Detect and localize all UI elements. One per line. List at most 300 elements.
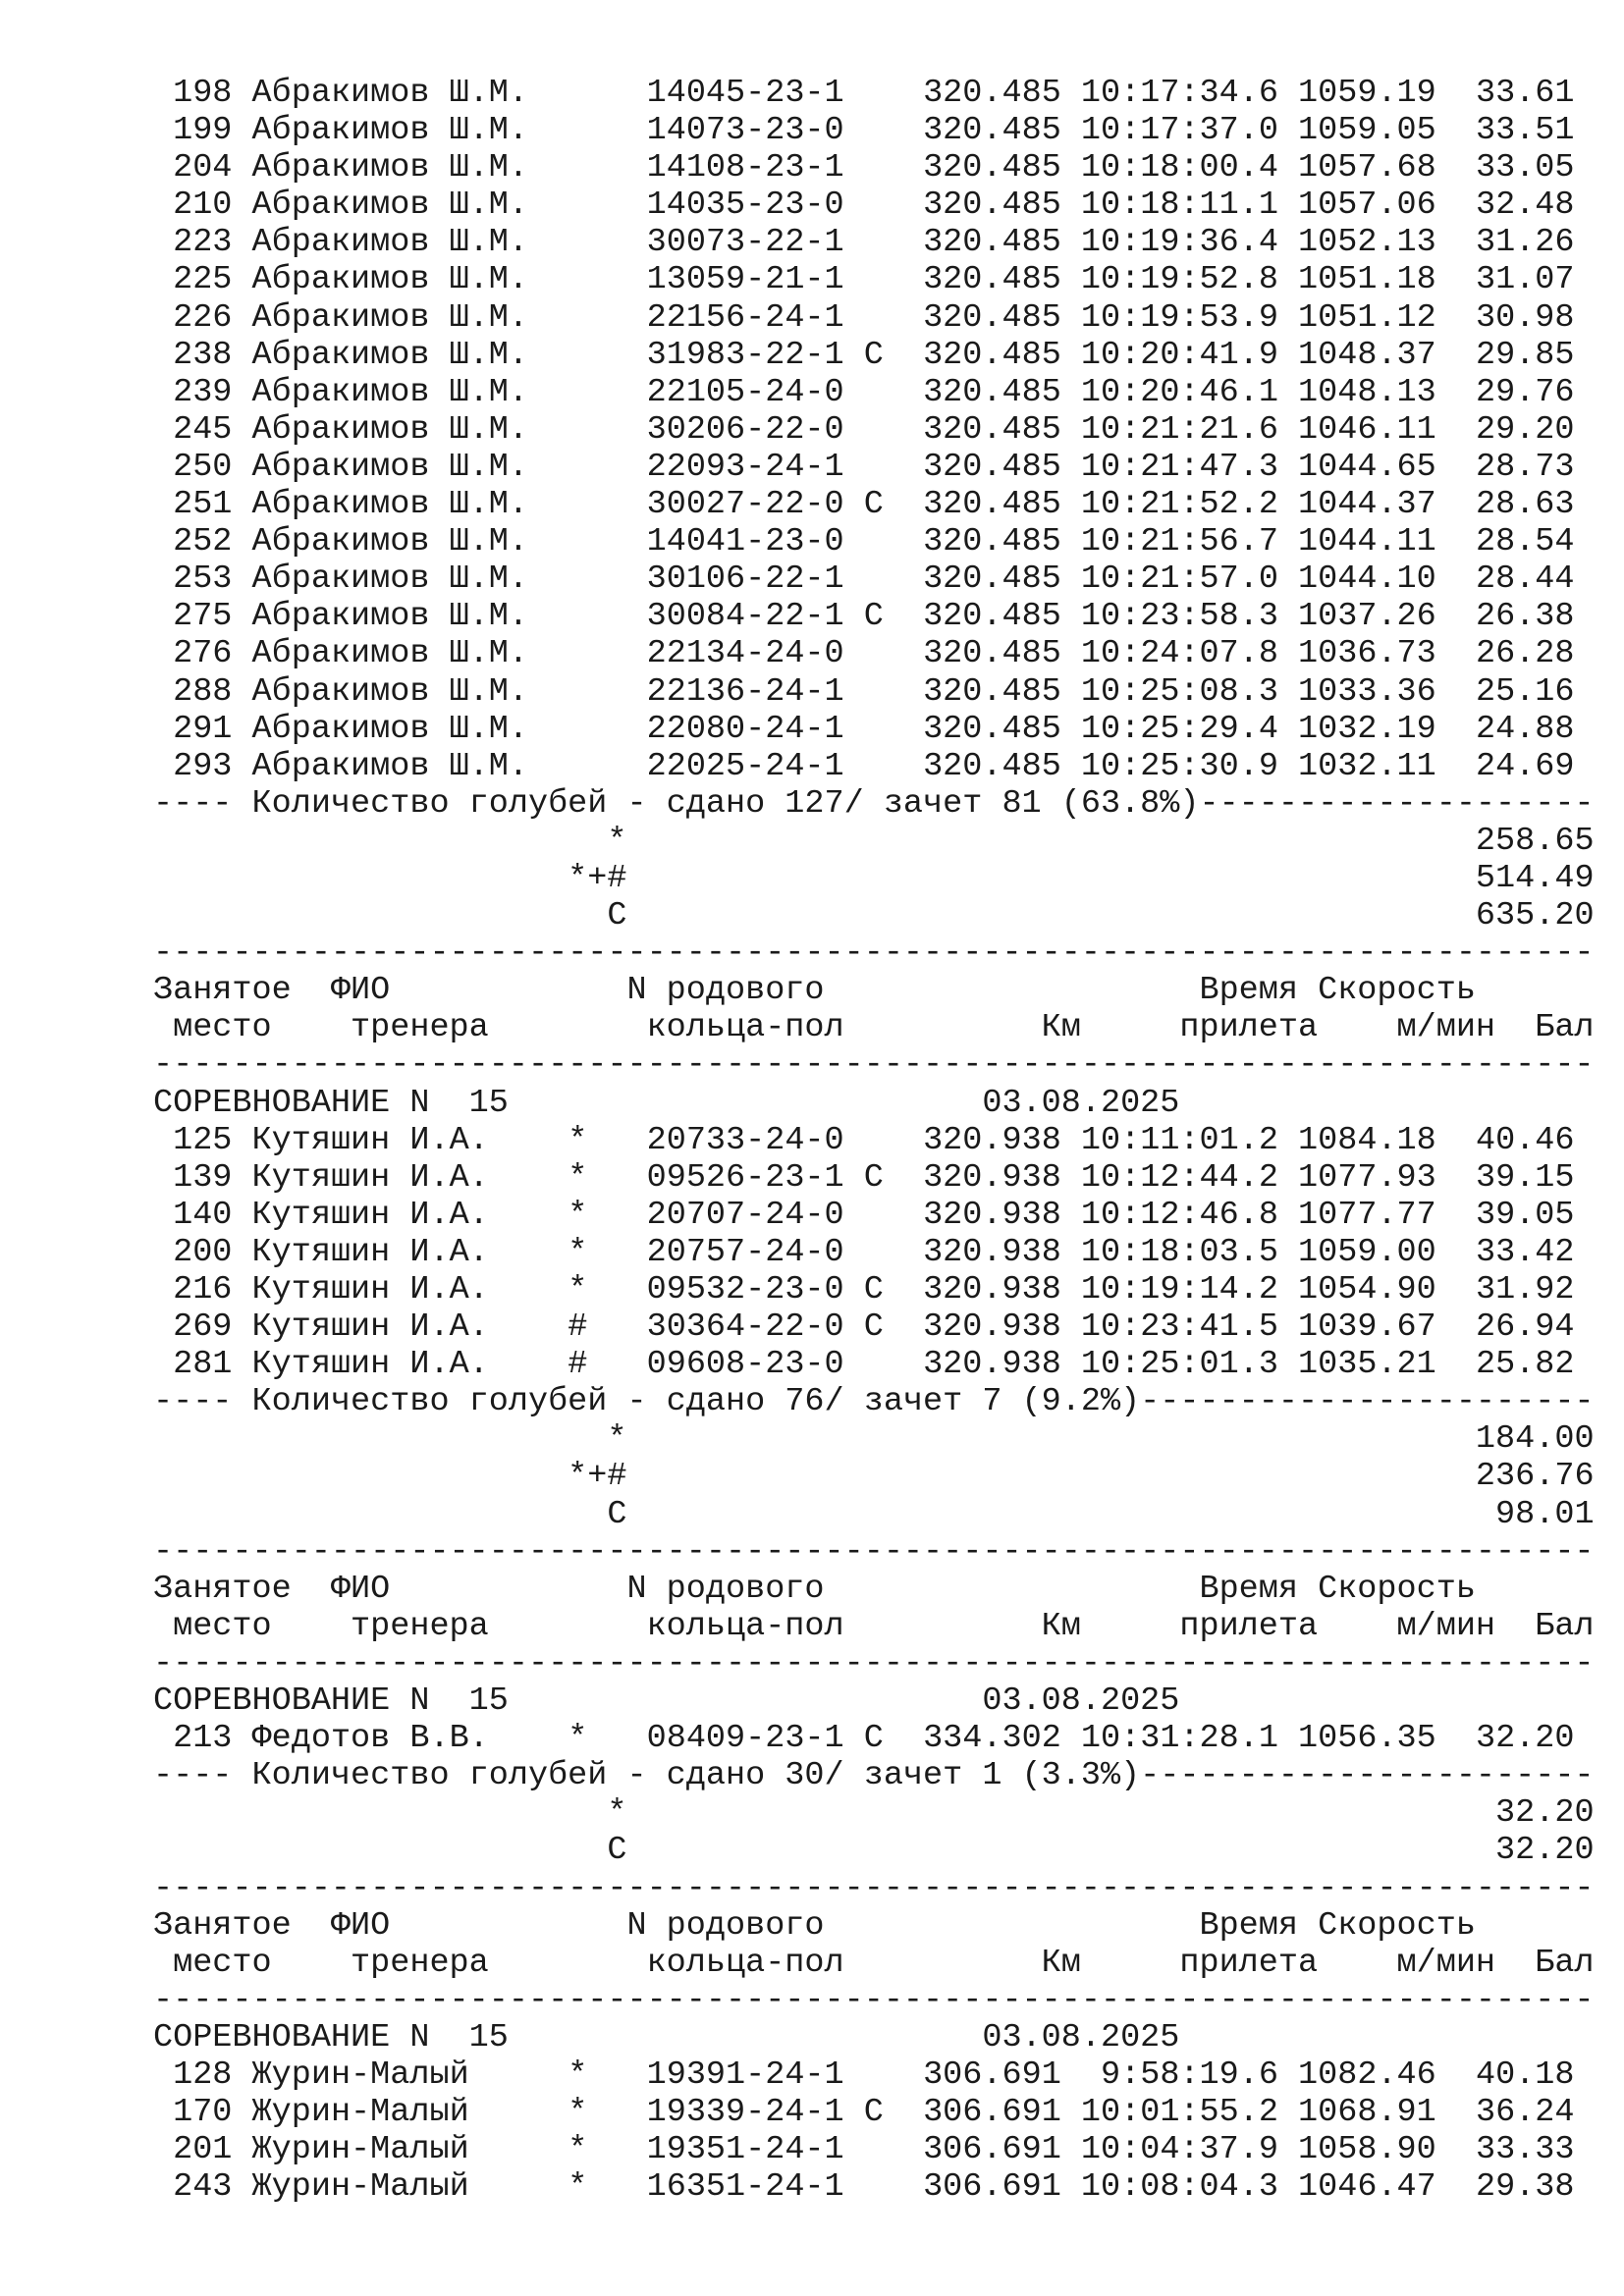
place: 170 — [153, 2094, 252, 2132]
ring-number: 16351-24-1 — [646, 2168, 844, 2207]
result-row — [153, 748, 1587, 785]
speed: 1068.91 — [1277, 2094, 1436, 2132]
trainer-name: Абракимов Ш.М. — [251, 598, 568, 636]
place: 245 — [153, 410, 252, 449]
ring-number: 30084-22-1 — [646, 598, 844, 636]
trainer-name: Кутяшин И.А. — [251, 1271, 568, 1308]
total-label: C — [153, 1832, 627, 1870]
place: 199 — [153, 112, 252, 150]
trainer-name: Федотов В.В. — [251, 1720, 568, 1758]
place: 293 — [153, 747, 252, 785]
distance-km: 320.485 — [902, 373, 1061, 411]
result-row — [153, 149, 1587, 187]
speed: 1044.65 — [1277, 448, 1436, 486]
arrival-time: 10:17:34.6 — [1060, 75, 1278, 112]
speed: 1037.26 — [1277, 598, 1436, 636]
score: 31.07 — [1435, 261, 1575, 299]
result-row — [153, 411, 1587, 449]
mark — [568, 261, 646, 298]
score: 28.63 — [1435, 486, 1575, 524]
speed: 1082.46 — [1277, 2056, 1436, 2094]
place: 239 — [153, 373, 252, 411]
speed: 1046.11 — [1277, 410, 1436, 449]
divider: ------------------------------------------------------------------------- — [153, 1644, 1595, 1682]
ring-flag — [844, 1346, 903, 1383]
speed: 1056.35 — [1277, 1720, 1436, 1758]
trainer-name: Кутяшин И.А. — [251, 1121, 568, 1159]
arrival-time: 10:18:03.5 — [1060, 1233, 1278, 1271]
speed: 1035.21 — [1277, 1346, 1436, 1384]
score: 25.16 — [1435, 672, 1575, 711]
score: 31.92 — [1435, 1271, 1575, 1308]
ring-number: 30206-22-0 — [646, 410, 844, 449]
competition-title: СОРЕВНОВАНИЕ N 15 — [153, 1682, 983, 1721]
mark: * — [568, 1158, 647, 1197]
mark — [568, 635, 646, 672]
place: 210 — [153, 187, 252, 225]
result-row — [153, 673, 1587, 711]
ring-flag — [844, 1122, 903, 1159]
distance-km: 320.485 — [902, 410, 1061, 449]
place: 276 — [153, 635, 252, 673]
distance-km: 320.938 — [902, 1121, 1061, 1159]
trainer-name: Кутяшин И.А. — [251, 1196, 568, 1234]
result-row — [153, 261, 1587, 298]
arrival-time: 10:18:11.1 — [1060, 187, 1278, 225]
place: 250 — [153, 448, 252, 486]
ring-number: 08409-23-1 — [646, 1720, 844, 1758]
ring-flag — [844, 2056, 903, 2094]
ring-number: 20733-24-0 — [646, 1121, 844, 1159]
distance-km: 320.938 — [902, 1233, 1061, 1271]
speed: 1059.00 — [1277, 1233, 1436, 1271]
score: 29.76 — [1435, 373, 1575, 411]
divider: ------------------------------------------------------------------------- — [153, 1046, 1595, 1085]
ring-number: 22093-24-1 — [646, 448, 844, 486]
score: 39.15 — [1435, 1158, 1575, 1197]
mark: * — [568, 2131, 647, 2169]
trainer-name: Абракимов Ш.М. — [251, 710, 568, 748]
trainer-name: Абракимов Ш.М. — [251, 486, 568, 524]
ring-flag — [844, 224, 903, 261]
score: 39.05 — [1435, 1196, 1575, 1234]
distance-km: 320.938 — [902, 1346, 1061, 1384]
place: 291 — [153, 710, 252, 748]
result-row — [153, 2168, 1587, 2206]
ring-number: 30073-22-1 — [646, 224, 844, 262]
ring-flag — [844, 449, 903, 486]
divider: ------------------------------------------------------------------------- — [153, 1981, 1595, 2019]
speed: 1077.93 — [1277, 1158, 1436, 1197]
total-label: *+# — [153, 1458, 627, 1496]
mark: * — [568, 2094, 647, 2132]
mark: # — [568, 1308, 647, 1347]
speed: 1036.73 — [1277, 635, 1436, 673]
result-row — [153, 598, 1587, 635]
arrival-time: 10:19:52.8 — [1060, 261, 1278, 299]
summary-line: ---- Количество голубей - сдано 30/ зачет 1 (3.3%)----------------------- — [153, 1757, 1595, 1795]
speed: 1039.67 — [1277, 1308, 1436, 1347]
ring-flag — [844, 711, 903, 748]
distance-km: 320.485 — [902, 598, 1061, 636]
result-row — [153, 711, 1587, 748]
place: 243 — [153, 2168, 252, 2207]
trainer-name: Абракимов Ш.М. — [251, 373, 568, 411]
result-row — [153, 635, 1587, 672]
arrival-time: 10:21:47.3 — [1060, 448, 1278, 486]
mark: * — [568, 1196, 647, 1234]
total-value: 184.00 — [626, 1420, 1595, 1459]
total-row — [153, 859, 1595, 897]
place: 275 — [153, 598, 252, 636]
ring-number: 20707-24-0 — [646, 1196, 844, 1234]
result-row — [153, 486, 1587, 523]
ring-flag — [844, 112, 903, 149]
arrival-time: 10:20:41.9 — [1060, 336, 1278, 374]
ring-flag — [844, 523, 903, 561]
mark: * — [568, 2056, 647, 2094]
mark — [568, 486, 646, 523]
ring-number: 14035-23-0 — [646, 187, 844, 225]
mark — [568, 187, 646, 224]
column-header-line-2: место тренера кольца-пол Км прилета м/мин Бал — [153, 1009, 1595, 1047]
speed: 1048.37 — [1277, 336, 1436, 374]
place: 140 — [153, 1196, 252, 1234]
result-row — [153, 224, 1587, 261]
distance-km: 320.485 — [902, 224, 1061, 262]
speed: 1051.18 — [1277, 261, 1436, 299]
total-value: 32.20 — [626, 1832, 1595, 1870]
ring-number: 14108-23-1 — [646, 149, 844, 187]
arrival-time: 10:24:07.8 — [1060, 635, 1278, 673]
distance-km: 320.485 — [902, 561, 1061, 599]
score: 31.26 — [1435, 224, 1575, 262]
total-label: *+# — [153, 859, 627, 897]
place: 223 — [153, 224, 252, 262]
speed: 1048.13 — [1277, 373, 1436, 411]
trainer-name: Абракимов Ш.М. — [251, 336, 568, 374]
total-label: * — [153, 822, 627, 860]
trainer-name: Кутяшин И.А. — [251, 1233, 568, 1271]
trainer-name: Абракимов Ш.М. — [251, 298, 568, 337]
trainer-name: Журин-Малый — [251, 2094, 568, 2132]
total-value: 98.01 — [626, 1495, 1595, 1533]
arrival-time: 10:19:36.4 — [1060, 224, 1278, 262]
score: 29.20 — [1435, 410, 1575, 449]
ring-flag: C — [843, 1158, 903, 1197]
competition-title: СОРЕВНОВАНИЕ N 15 — [153, 2018, 983, 2056]
mark: * — [568, 1121, 647, 1159]
result-row — [153, 1720, 1587, 1757]
speed: 1054.90 — [1277, 1271, 1436, 1308]
mark — [568, 374, 646, 411]
column-header-line-1: Занятое ФИО N родового Время Скорость — [153, 972, 1595, 1010]
distance-km: 320.485 — [902, 298, 1061, 337]
speed: 1032.11 — [1277, 747, 1436, 785]
trainer-name: Абракимов Ш.М. — [251, 149, 568, 187]
ring-flag — [844, 1234, 903, 1271]
total-row — [153, 1458, 1595, 1496]
result-row — [153, 187, 1587, 224]
ring-number: 30027-22-0 — [646, 486, 844, 524]
place: 198 — [153, 75, 252, 112]
divider: ------------------------------------------------------------------------- — [153, 1532, 1595, 1571]
trainer-name: Абракимов Ш.М. — [251, 224, 568, 262]
place: 125 — [153, 1121, 252, 1159]
speed: 1046.47 — [1277, 2168, 1436, 2207]
ring-flag — [844, 261, 903, 298]
result-row — [153, 112, 1587, 149]
ring-number: 14041-23-0 — [646, 523, 844, 561]
ring-flag — [844, 2131, 903, 2168]
score: 36.24 — [1435, 2094, 1575, 2132]
mark: * — [568, 1271, 647, 1308]
score: 25.82 — [1435, 1346, 1575, 1384]
ring-flag — [844, 1197, 903, 1234]
mark — [568, 673, 646, 711]
speed: 1052.13 — [1277, 224, 1436, 262]
place: 288 — [153, 672, 252, 711]
distance-km: 320.485 — [902, 149, 1061, 187]
ring-number: 22156-24-1 — [646, 298, 844, 337]
score: 24.88 — [1435, 710, 1575, 748]
ring-number: 22025-24-1 — [646, 747, 844, 785]
total-value: 635.20 — [626, 897, 1595, 935]
speed: 1077.77 — [1277, 1196, 1436, 1234]
results-document — [153, 75, 1595, 2207]
ring-flag: C — [843, 1271, 903, 1308]
total-label: C — [153, 897, 627, 935]
distance-km: 320.938 — [902, 1308, 1061, 1347]
speed: 1044.37 — [1277, 486, 1436, 524]
score: 30.98 — [1435, 298, 1575, 337]
result-row — [153, 1197, 1587, 1234]
mark: * — [568, 1233, 647, 1271]
distance-km: 320.938 — [902, 1158, 1061, 1197]
total-label: C — [153, 1495, 627, 1533]
arrival-time: 10:18:00.4 — [1060, 149, 1278, 187]
place: 204 — [153, 149, 252, 187]
ring-flag — [844, 561, 903, 598]
ring-flag: C — [843, 486, 903, 524]
ring-number: 13059-21-1 — [646, 261, 844, 299]
total-label: * — [153, 1794, 627, 1833]
arrival-time: 10:23:58.3 — [1060, 598, 1278, 636]
ring-number: 30364-22-0 — [646, 1308, 844, 1347]
summary-line: ---- Количество голубей - сдано 127/ зачет 81 (63.8%)-------------------- — [153, 784, 1595, 823]
distance-km: 320.485 — [902, 261, 1061, 299]
distance-km: 320.938 — [902, 1196, 1061, 1234]
speed: 1057.68 — [1277, 149, 1436, 187]
score: 32.20 — [1435, 1720, 1575, 1758]
column-header-line-2: место тренера кольца-пол Км прилета м/мин Бал — [153, 1607, 1595, 1645]
competition-date: 03.08.2025 — [982, 2018, 1180, 2056]
trainer-name: Абракимов Ш.М. — [251, 187, 568, 225]
distance-km: 320.485 — [902, 523, 1061, 561]
score: 33.42 — [1435, 1233, 1575, 1271]
arrival-time: 10:04:37.9 — [1060, 2131, 1278, 2169]
arrival-time: 10:19:14.2 — [1060, 1271, 1278, 1308]
competition-heading — [153, 1085, 1587, 1122]
score: 40.18 — [1435, 2056, 1575, 2094]
ring-flag — [844, 2168, 903, 2206]
column-header-line-2: место тренера кольца-пол Км прилета м/мин Бал — [153, 1944, 1595, 1982]
score: 26.28 — [1435, 635, 1575, 673]
place: 216 — [153, 1271, 252, 1308]
mark — [568, 561, 646, 598]
result-row — [153, 299, 1587, 337]
ring-number: 22136-24-1 — [646, 672, 844, 711]
place: 281 — [153, 1346, 252, 1384]
distance-km: 320.485 — [902, 448, 1061, 486]
speed: 1051.12 — [1277, 298, 1436, 337]
ring-flag: C — [843, 1720, 903, 1758]
total-row — [153, 1794, 1595, 1833]
arrival-time: 10:31:28.1 — [1060, 1720, 1278, 1758]
mark — [568, 748, 646, 785]
competition-title: СОРЕВНОВАНИЕ N 15 — [153, 1084, 983, 1122]
result-row — [153, 1159, 1587, 1197]
trainer-name: Абракимов Ш.М. — [251, 747, 568, 785]
ring-flag — [844, 299, 903, 337]
ring-flag — [844, 149, 903, 187]
result-row — [153, 2056, 1587, 2094]
score: 32.48 — [1435, 187, 1575, 225]
mark — [568, 149, 646, 187]
score: 28.73 — [1435, 448, 1575, 486]
speed: 1044.10 — [1277, 561, 1436, 599]
ring-number: 31983-22-1 — [646, 336, 844, 374]
arrival-time: 10:21:56.7 — [1060, 523, 1278, 561]
trainer-name: Журин-Малый — [251, 2168, 568, 2207]
distance-km: 320.485 — [902, 747, 1061, 785]
ring-flag — [844, 673, 903, 711]
arrival-time: 10:21:57.0 — [1060, 561, 1278, 599]
distance-km: 334.302 — [902, 1720, 1061, 1758]
place: 128 — [153, 2056, 252, 2094]
divider: ------------------------------------------------------------------------- — [153, 934, 1595, 973]
result-row — [153, 75, 1587, 112]
ring-number: 30106-22-1 — [646, 561, 844, 599]
trainer-name: Абракимов Ш.М. — [251, 410, 568, 449]
speed: 1032.19 — [1277, 710, 1436, 748]
speed: 1059.05 — [1277, 112, 1436, 150]
result-row — [153, 1346, 1587, 1383]
result-row — [153, 561, 1587, 598]
competition-heading — [153, 2019, 1587, 2056]
trainer-name: Абракимов Ш.М. — [251, 523, 568, 561]
arrival-time: 10:25:29.4 — [1060, 710, 1278, 748]
score: 28.54 — [1435, 523, 1575, 561]
ring-number: 22080-24-1 — [646, 710, 844, 748]
distance-km: 306.691 — [902, 2094, 1061, 2132]
arrival-time: 10:25:30.9 — [1060, 747, 1278, 785]
mark: * — [568, 1720, 647, 1758]
distance-km: 320.485 — [902, 672, 1061, 711]
ring-number: 09526-23-1 — [646, 1158, 844, 1197]
ring-number: 09532-23-0 — [646, 1271, 844, 1308]
competition-date: 03.08.2025 — [982, 1084, 1180, 1122]
arrival-time: 10:19:53.9 — [1060, 298, 1278, 337]
competition-date: 03.08.2025 — [982, 1682, 1180, 1721]
arrival-time: 10:17:37.0 — [1060, 112, 1278, 150]
score: 29.85 — [1435, 336, 1575, 374]
trainer-name: Абракимов Ш.М. — [251, 261, 568, 299]
result-row — [153, 449, 1587, 486]
score: 33.05 — [1435, 149, 1575, 187]
score: 28.44 — [1435, 561, 1575, 599]
result-row — [153, 2094, 1587, 2131]
result-row — [153, 337, 1587, 374]
trainer-name: Абракимов Ш.М. — [251, 561, 568, 599]
distance-km: 320.485 — [902, 635, 1061, 673]
arrival-time: 10:25:01.3 — [1060, 1346, 1278, 1384]
place: 238 — [153, 336, 252, 374]
result-row — [153, 523, 1587, 561]
place: 201 — [153, 2131, 252, 2169]
result-row — [153, 374, 1587, 411]
distance-km: 320.485 — [902, 710, 1061, 748]
ring-flag: C — [843, 598, 903, 636]
score: 33.61 — [1435, 75, 1575, 112]
result-row — [153, 1122, 1587, 1159]
distance-km: 320.938 — [902, 1271, 1061, 1308]
distance-km: 320.485 — [902, 336, 1061, 374]
trainer-name: Абракимов Ш.М. — [251, 112, 568, 150]
arrival-time: 10:21:52.2 — [1060, 486, 1278, 524]
distance-km: 306.691 — [902, 2168, 1061, 2207]
mark — [568, 224, 646, 261]
arrival-time: 10:08:04.3 — [1060, 2168, 1278, 2207]
distance-km: 306.691 — [902, 2056, 1061, 2094]
arrival-time: 10:12:46.8 — [1060, 1196, 1278, 1234]
total-value: 236.76 — [626, 1458, 1595, 1496]
total-value: 514.49 — [626, 859, 1595, 897]
trainer-name: Журин-Малый — [251, 2131, 568, 2169]
total-value: 258.65 — [626, 822, 1595, 860]
ring-flag — [844, 411, 903, 449]
place: 251 — [153, 486, 252, 524]
mark — [568, 449, 646, 486]
mark — [568, 299, 646, 337]
arrival-time: 10:01:55.2 — [1060, 2094, 1278, 2132]
result-row — [153, 1308, 1587, 1346]
trainer-name: Журин-Малый — [251, 2056, 568, 2094]
arrival-time: 10:11:01.2 — [1060, 1121, 1278, 1159]
distance-km: 306.691 — [902, 2131, 1061, 2169]
speed: 1059.19 — [1277, 75, 1436, 112]
result-row — [153, 1271, 1587, 1308]
place: 252 — [153, 523, 252, 561]
distance-km: 320.485 — [902, 75, 1061, 112]
ring-number: 22105-24-0 — [646, 373, 844, 411]
speed: 1058.90 — [1277, 2131, 1436, 2169]
trainer-name: Кутяшин И.А. — [251, 1308, 568, 1347]
score: 29.38 — [1435, 2168, 1575, 2207]
total-row — [153, 822, 1595, 860]
trainer-name: Кутяшин И.А. — [251, 1346, 568, 1384]
ring-number: 14073-23-0 — [646, 112, 844, 150]
score: 24.69 — [1435, 747, 1575, 785]
total-row — [153, 1420, 1595, 1459]
trainer-name: Абракимов Ш.М. — [251, 448, 568, 486]
ring-flag: C — [843, 336, 903, 374]
score: 26.38 — [1435, 598, 1575, 636]
ring-flag: C — [843, 2094, 903, 2132]
arrival-time: 10:21:21.6 — [1060, 410, 1278, 449]
mark: # — [568, 1346, 647, 1384]
mark — [568, 75, 646, 112]
